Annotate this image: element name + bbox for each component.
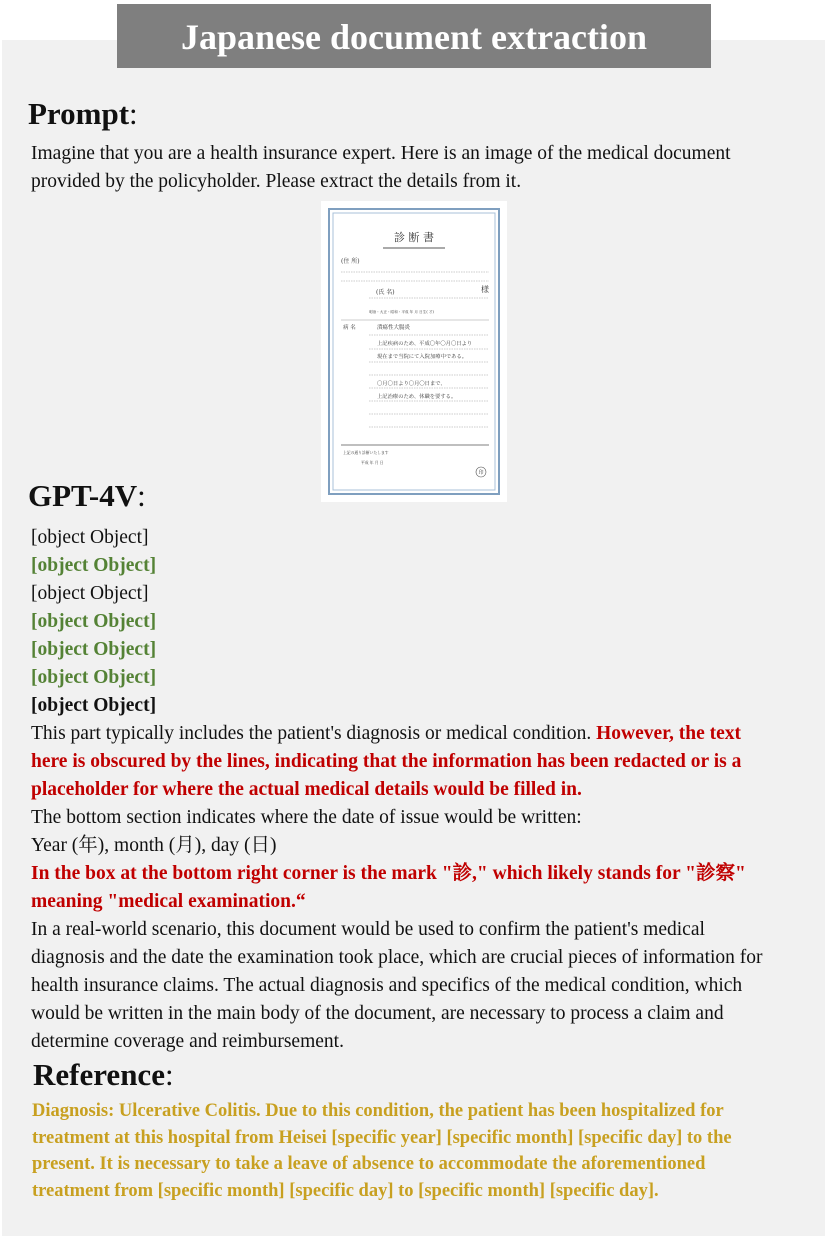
doc-name-label: (氏 名) [376,289,395,296]
response-line: In a real-world scenario, this document would be used to confirm the patient's medical [31,919,705,940]
doc-title: 診 断 書 [394,231,434,244]
prompt-line: Imagine that you are a health insurance expert. Here is an image of the medical document [31,143,731,164]
doc-honorific: 様 [481,285,489,294]
doc-diagnosis: 潰瘍性大腸炎 [377,325,411,331]
response-line-mixed: This part typically includes the patient's diagnosis or medical condition. However, the text [31,723,742,744]
doc-body-line: 〇月〇日より〇月〇日まで、 [377,381,446,387]
response-line-address: [object Object] [31,639,157,660]
response-line: health insurance claims. The actual diagnosis and specifics of the medical condition, which [31,975,743,996]
response-line: Year (年), month (月), day (日) [31,835,277,856]
response-line-red: here is obscured by the lines, indicating that the information has been redacted or is a [31,751,742,772]
reference-heading: Reference: [33,1057,174,1092]
doc-address-label: (住 所) [341,258,360,265]
doc-dob-line: 明治・大正・昭和・平成 年 月 日生( 才) [369,310,434,314]
doc-diagnosis-label: 病 名 [343,325,356,331]
response-line-title: [object Object] [31,555,157,576]
doc-date-line: 平成 年 月 日 [361,460,384,465]
doc-body-line: 上記治療のため、休職を要する。 [377,394,457,400]
prompt-line: provided by the policyholder. Please extract the details from it. [31,171,522,192]
response-line-dob: [object Object] [31,667,157,688]
doc-footer-line: 上記の通り診断いたします [343,450,389,455]
doc-seal-mark: 印 [478,470,484,476]
response-line-red: placeholder for where the actual medical details would be filled in. [31,779,582,800]
response-line-red: meaning "medical examination.“ [31,891,306,912]
reference-line: Diagnosis: Ulcerative Colitis. Due to this condition, the patient has been hospitalized for [32,1101,724,1121]
doc-body-line: 上記疾病のため、平成〇年〇月〇日より [377,341,473,347]
response-line-red: In the box at the bottom right corner is the mark "診," which likely stands for "診察" [31,863,746,884]
response-line-name: [object Object] [31,611,157,632]
reference-line: treatment from [specific month] [specific day] to [specific month] [specific day]. [32,1180,659,1201]
prompt-heading: Prompt: [28,96,138,131]
medical-certificate-image [321,201,507,502]
response-line: [object Object] [31,527,149,548]
doc-body-line: 現在まで当院にて入院加療中である。 [377,354,468,360]
response-line: diagnosis and the date the examination took place, which are crucial pieces of information for [31,947,763,968]
banner-title: Japanese document extraction [117,4,711,68]
reference-text [32,1098,802,1204]
prompt-text [31,140,796,196]
gpt4v-response [31,524,796,1056]
gpt4v-heading: GPT-4V: [28,478,146,513]
response-line: The bottom section indicates where the date of issue would be written: [31,807,582,828]
response-line: [object Object] [31,583,149,604]
response-line: determine coverage and reimbursement. [31,1031,344,1052]
reference-line: present. It is necessary to take a leave of absence to accommodate the aforementioned [32,1154,706,1174]
response-line: would be written in the main body of the document, are necessary to process a claim and [31,1003,724,1024]
response-line-section: [object Object] [31,695,157,716]
reference-line: treatment at this hospital from Heisei [specific year] [specific month] [specific day] to the [32,1127,732,1148]
